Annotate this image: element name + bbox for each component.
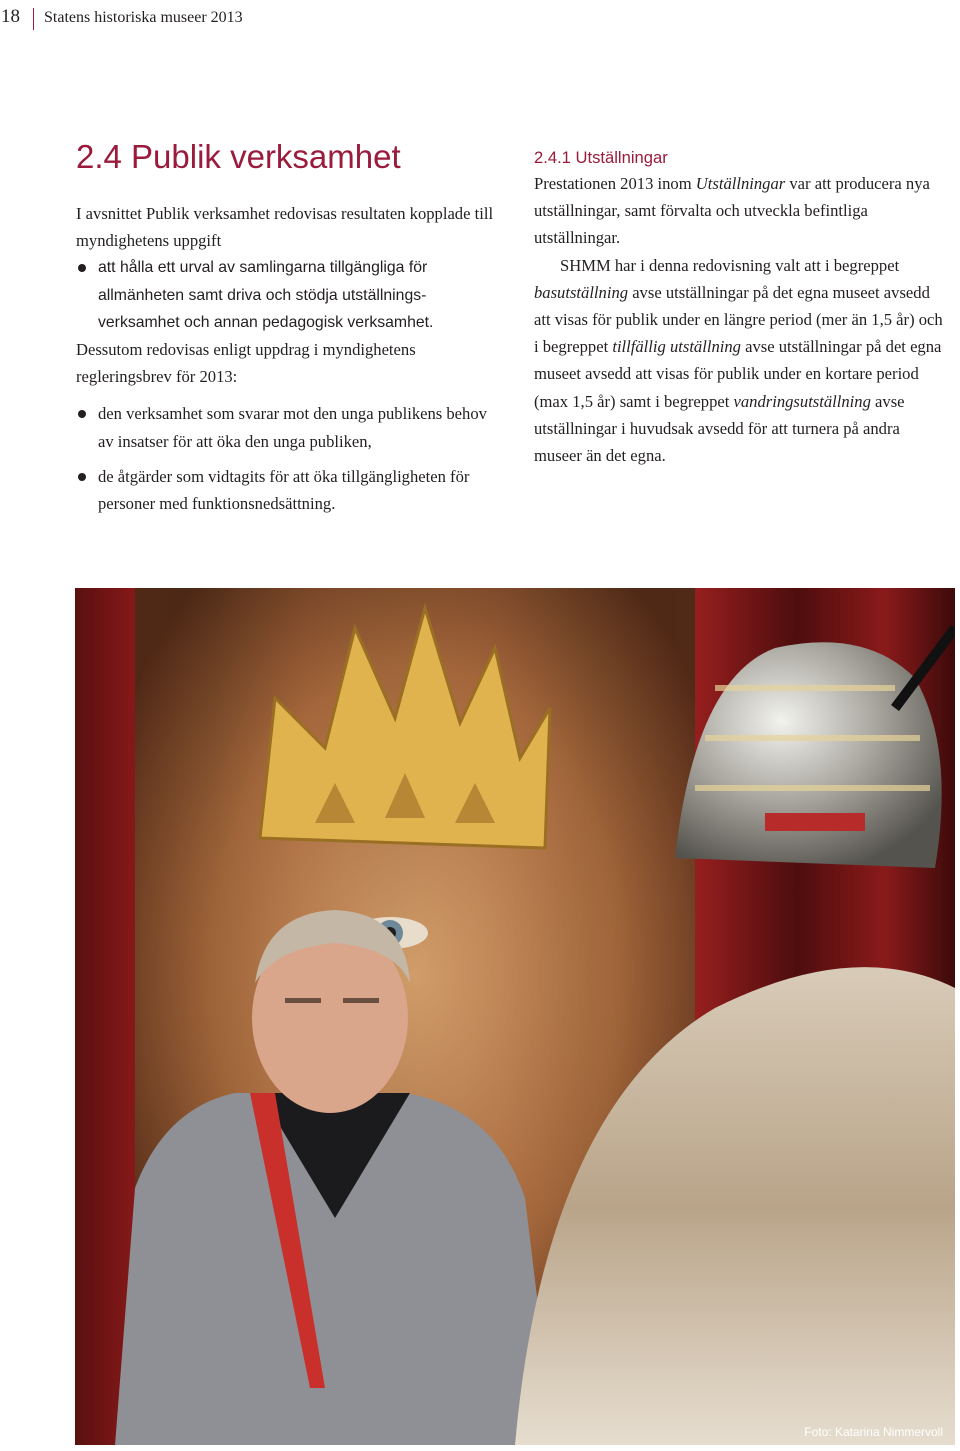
- exhibitions-paragraph: Prestationen 2013 inom Utställningar var att producera nya utställningar, samt förvalta och utveckla befintliga utställningar.: [534, 174, 930, 248]
- publication-title: Statens historiska museer 2013: [44, 9, 243, 26]
- section-heading: 2.4 Publik verksamhet: [76, 138, 401, 175]
- photo-illustration: [75, 588, 955, 1445]
- left-column: [76, 200, 506, 517]
- list-item: [76, 400, 506, 454]
- regulation-bullet-list: [76, 400, 506, 517]
- museum-photo: [75, 588, 955, 1445]
- list-item: [76, 463, 506, 517]
- page-number: 18: [1, 6, 20, 27]
- spacer: [76, 390, 506, 400]
- right-column: [534, 146, 950, 469]
- header-divider: [33, 8, 34, 30]
- list-item-text: de åtgärder som vidtagits för att öka tillgängligheten för personer med funktionsnedsättning.: [98, 466, 470, 514]
- task-bullet-list: [76, 254, 506, 336]
- definitions-paragraph: SHMM har i denna redovisning valt att i begreppet basutställning avse utställningar på det egna museet avsedd att visas för publik under en längre period (mer än 1,5 år) och i begreppet tillfällig utställning avse utställningar på det egna museet avsedd att visas för publik under en kortare period (max 1,5 år) samt i begreppet vandringsutställning avse utställningar i huvudsak avsedd för att turnera på andra museer än det egna.: [534, 255, 943, 466]
- bullet-dot-icon: [78, 264, 86, 272]
- intro-paragraph: I avsnittet Publik verksamhet redovisas resultaten kopplade till myndighetens uppgift: [76, 204, 494, 251]
- list-item-text: den verksamhet som svarar mot den unga publikens behov av insatser för att öka den unga publiken,: [98, 404, 487, 451]
- list-item: [76, 254, 506, 336]
- bullet-dot-icon: [78, 473, 86, 481]
- bullet-dot-icon: [78, 410, 86, 418]
- regulation-paragraph: Dessutom redovisas enligt uppdrag i myndighetens regleringsbrev för 2013:: [76, 340, 416, 387]
- subsection-heading: 2.4.1 Utställningar: [534, 148, 668, 167]
- photo-credit: Foto: Katarina Nimmervoll: [804, 1425, 943, 1439]
- list-item-text: att hålla ett urval av samlingarna tillgängliga för allmänheten samt driva och stödja utställnings-verksamhet och annan pedagogisk verksamhet.: [98, 259, 434, 331]
